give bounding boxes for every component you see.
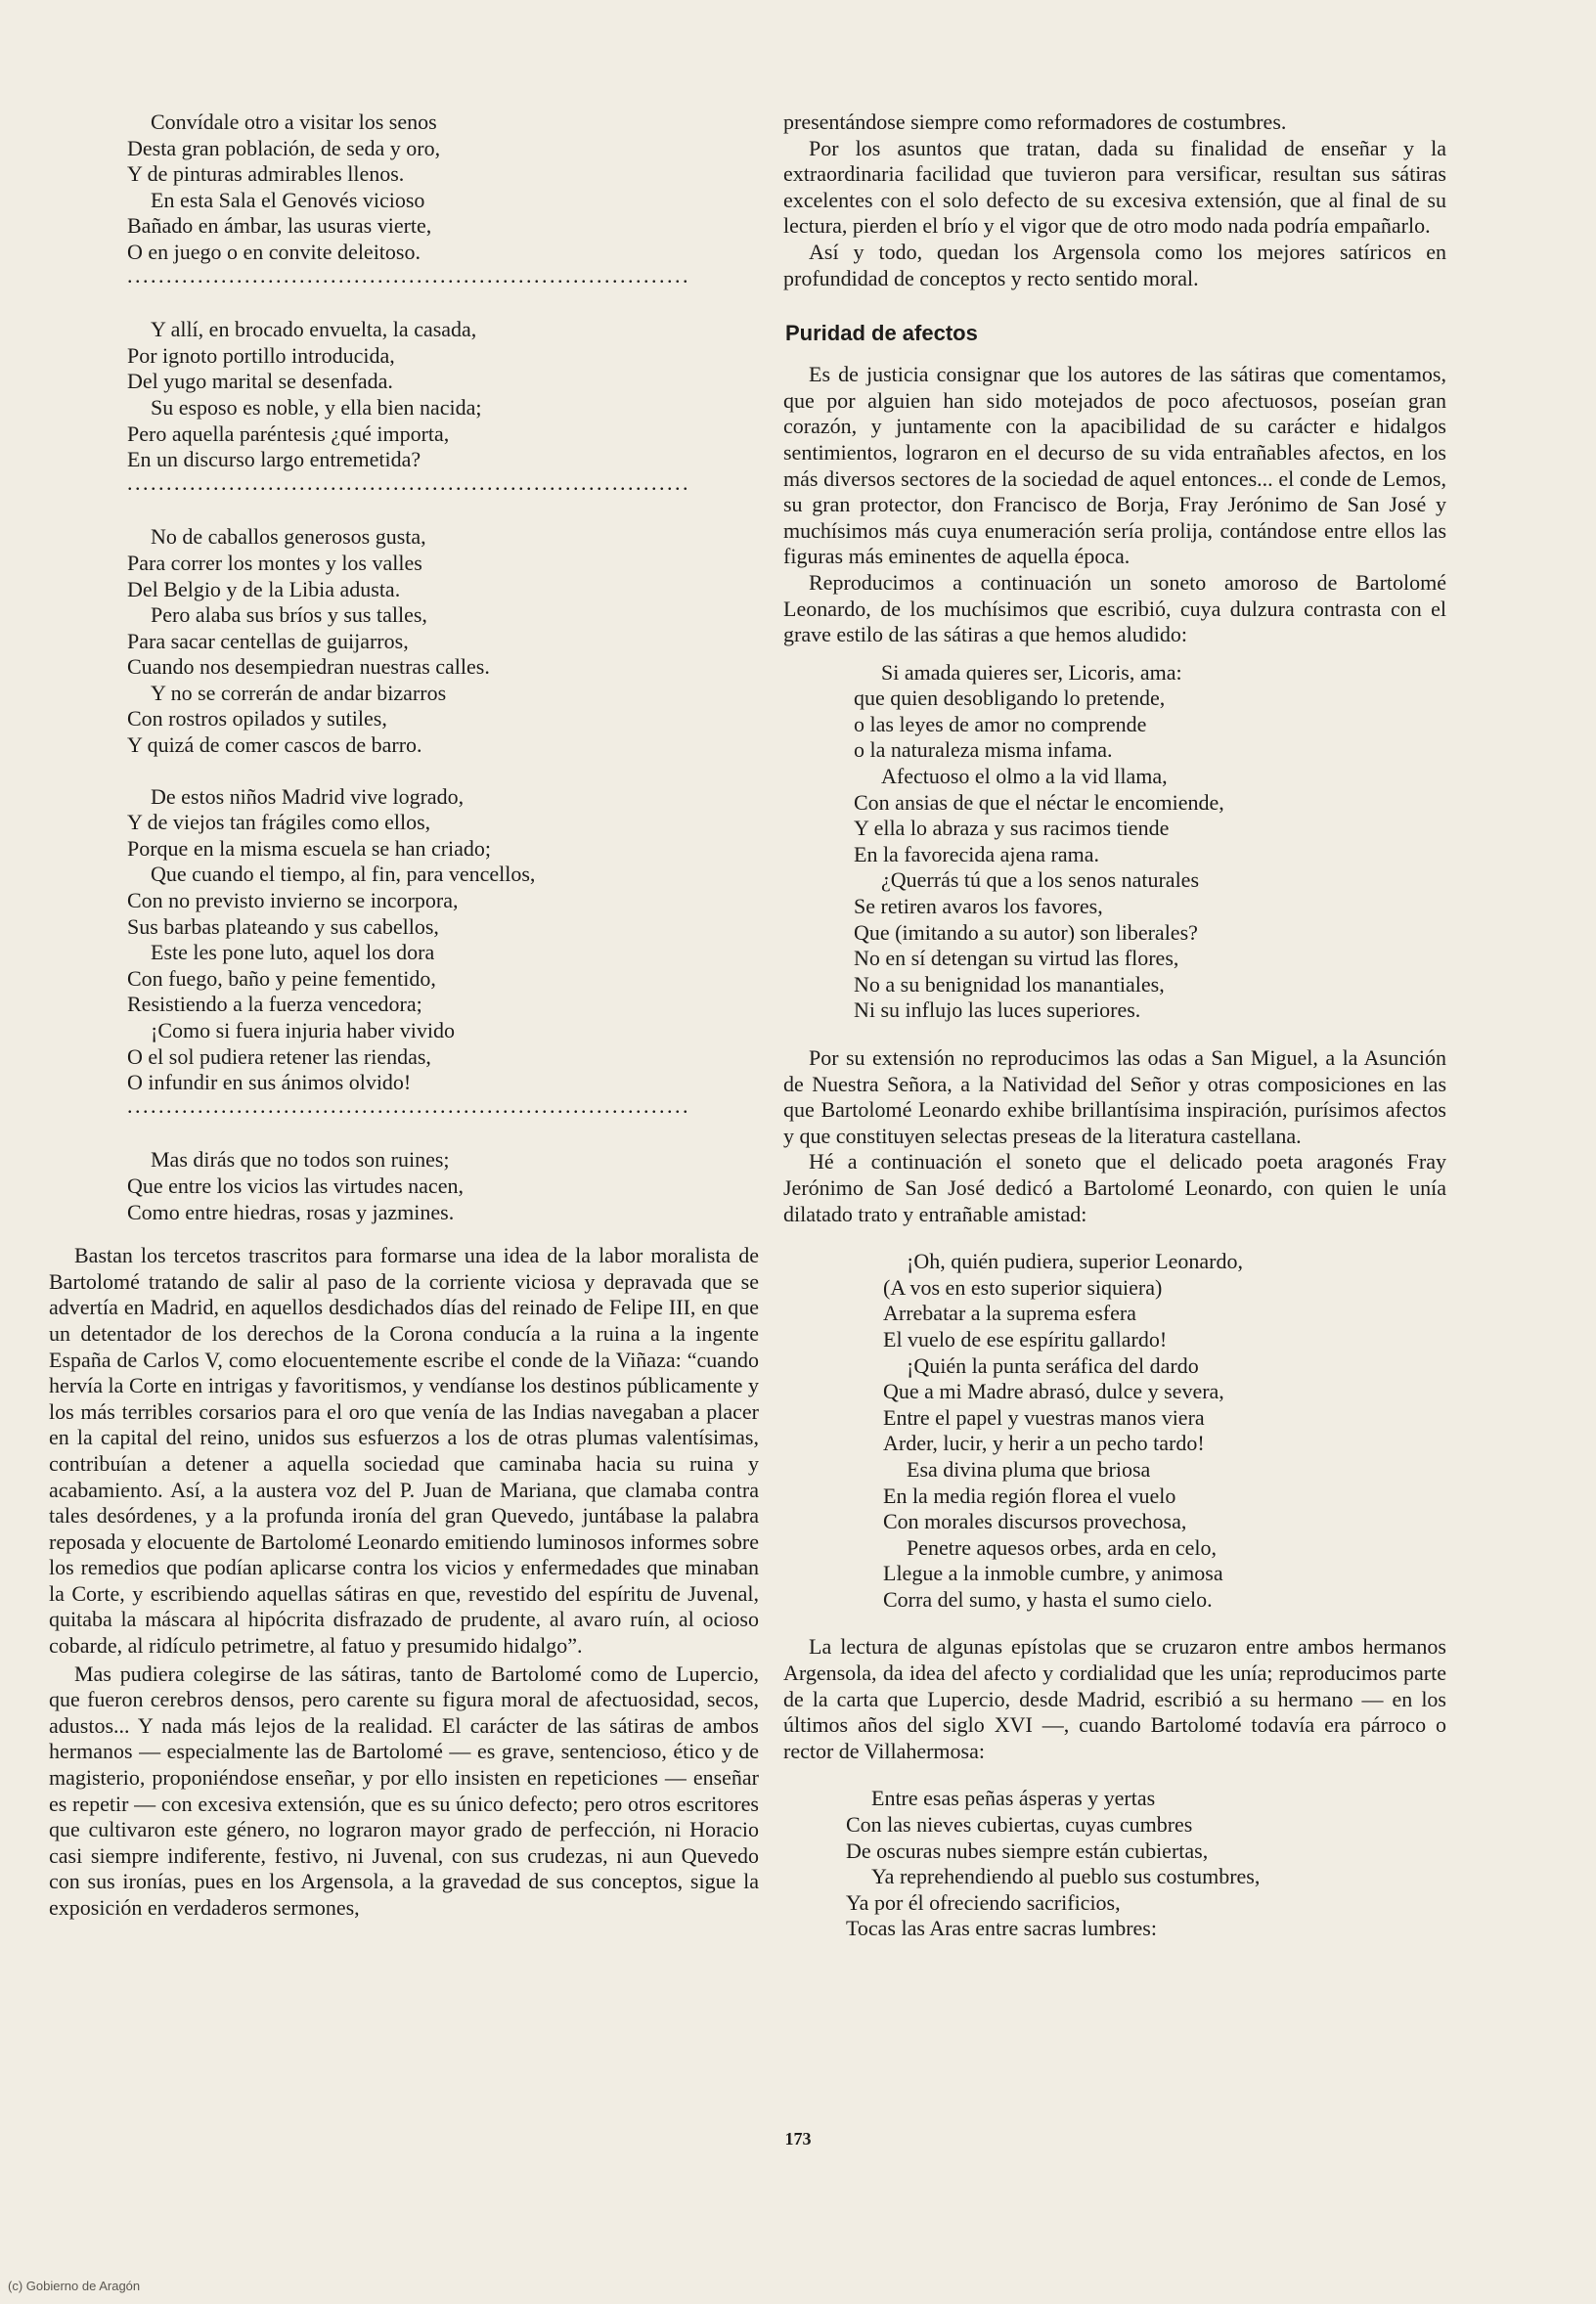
verse-line: (A vos en esto superior siquiera) bbox=[883, 1274, 1163, 1300]
verse-line: o las leyes de amor no comprende bbox=[854, 711, 1147, 736]
paragraph: Así y todo, quedan los Argensola como los mejores satíricos en profundidad de conceptos y recto sentido moral. bbox=[783, 239, 1446, 290]
verse-line: Ni su influjo las luces superiores. bbox=[854, 997, 1141, 1023]
verse-line: ¡Oh, quién pudiera, superior Leonardo, bbox=[907, 1249, 1243, 1274]
dotted-separator: ........................................................................ bbox=[127, 265, 690, 288]
verse-line: Penetre aquesos orbes, arda en celo, bbox=[907, 1534, 1218, 1560]
verse-line: Con no previsto invierno se incorpora, bbox=[127, 888, 459, 913]
verse-line: Que entre los vicios las virtudes nacen, bbox=[127, 1173, 464, 1198]
right-column bbox=[783, 110, 1446, 1942]
verse-line: En esta Sala el Genovés vicioso bbox=[151, 187, 425, 212]
verse-line: Y quizá de comer cascos de barro. bbox=[127, 732, 422, 758]
verse-line: Este les pone luto, aquel los dora bbox=[151, 940, 435, 965]
paragraph: presentándose siempre como reformadores de costumbres. bbox=[783, 110, 1287, 134]
verse-line: Entre esas peñas ásperas y yertas bbox=[871, 1786, 1156, 1811]
verse-line: Con rostros opilados y sutiles, bbox=[127, 706, 387, 731]
paragraph: Por los asuntos que tratan, dada su finalidad de enseñar y la extraordinaria facilidad que tuvieron para versificar, resultan sus sátiras excelentes con el solo defecto de su excesiva extensión, que al final de su lectura, pierden el brío y el vigor que de otro modo nada podría empañarlo. bbox=[783, 135, 1446, 239]
section-heading: Puridad de afectos bbox=[785, 321, 978, 346]
verse-line: que quien desobligando lo pretende, bbox=[854, 686, 1166, 711]
verse-line: Con las nieves cubiertas, cuyas cumbres bbox=[846, 1812, 1193, 1838]
paragraph: Bastan los tercetos trascritos para formarse una idea de la labor moralista de Bartolomé tratando de salir al paso de la corriente viciosa y depravada que se advertía en Madrid, en aquellos desdichados días del reinado de Felipe III, en que un detentador de los derechos de la Corona conducía a la ruina a la ingente España de Carlos V, como elocuentemente escribe el conde de la Viñaza: “cuando hervía la Corte en intrigas y favoritismos, y vendíanse los destinos públicamente y los más terribles corsarios para el oro que venía de las Indias navegaban a placer en la capital del reino, unidos sus esfuerzos a los de otras plumas valentísimas, contribuían a detener a aquella sociedad que caminaba hacia su ruina y acabamiento. Así, a la austera voz del P. Juan de Mariana, que clamaba contra tales desórdenes, y a la profunda ironía del gran Quevedo, juntábase la palabra reposada y elocuente de Bartolomé Leonardo emitiendo luminosos informes sobre los remedios que podían aplicarse contra los vicios y enfermedades que minaban la Corte, y escribiendo aquellas sátiras en que, revestido del espíritu de Juvenal, quitaba la máscara al hipócrita disfrazado de prudente, al avaro ruín, al ocioso cobarde, al ridículo petrimetre, al fatuo y presumido hidalgo”. bbox=[49, 1243, 759, 1659]
verse-line: Que a mi Madre abrasó, dulce y severa, bbox=[883, 1379, 1224, 1404]
dotted-separator: ........................................................................ bbox=[127, 1095, 690, 1118]
verse-line: Y allí, en brocado envuelta, la casada, bbox=[151, 317, 477, 342]
verse-line: Sus barbas plateando y sus cabellos, bbox=[127, 913, 439, 939]
verse-line: No a su benignidad los manantiales, bbox=[854, 971, 1165, 997]
verse-line: De oscuras nubes siempre están cubiertas, bbox=[846, 1838, 1209, 1863]
verse-line: Con morales discursos provechosa, bbox=[883, 1509, 1187, 1534]
verse-line: Convídale otro a visitar los senos bbox=[151, 110, 437, 134]
verse-line: o la naturaleza misma infama. bbox=[854, 737, 1113, 763]
verse-line: Y de viejos tan frágiles como ellos, bbox=[127, 810, 431, 835]
copyright-notice: (c) Gobierno de Aragón bbox=[8, 2279, 141, 2293]
verse-line: Como entre hiedras, rosas y jazmines. bbox=[127, 1199, 455, 1224]
paragraph: Mas pudiera colegirse de las sátiras, tanto de Bartolomé como de Lupercio, que fueron cerebros densos, pero carente su figura moral de afectuosidad, secos, adustos... Y nada más lejos de la realidad. El carácter de las sátiras de ambos hermanos — especialmente las de Bartolomé — es grave, sentencioso, ético y de magisterio, proponiéndose enseñar, y por ello insisten en repeticiones — enseñar es repetir — con excesiva extensión, que es su único defecto; pero otros escritores que cultivaron este género, no lograron mayor grado de perfección, ni Horacio casi siempre indiferente, festivo, ni Juvenal, con sus crudezas, ni aun Quevedo con sus ironías, pues en los Argensola, a la gravedad de sus conceptos, sigue la exposición en verdaderos sermones, bbox=[49, 1661, 759, 1920]
verse-line: Bañado en ámbar, las usuras vierte, bbox=[127, 213, 432, 239]
satire-poem bbox=[49, 110, 759, 1225]
poem-stanza bbox=[49, 110, 759, 266]
verse-line: ¡Como si fuera injuria haber vivido bbox=[151, 1018, 455, 1042]
verse-line: Pero alaba sus bríos y sus talles, bbox=[151, 602, 427, 628]
paragraph: Es de justicia consignar que los autores de las sátiras que comentamos, que por alguien han sido motejados de poco afectuosos, poseían gran corazón, y juntamente con la apacibilidad de su carácter e hidalgos sentimientos, lograron en el decurso de su vida entrañables afectos, en los más diversos sectores de la sociedad de aquel entonces... el conde de Lemos, su gran protector, don Francisco de Borja, Fray Jerónimo de San José y muchísimos más cuya enumeración sería prolija, contándose entre ellos las figuras más eminentes de aquella época. bbox=[783, 362, 1446, 569]
verse-line: Mas dirás que no todos son ruines; bbox=[151, 1147, 450, 1173]
verse-line: Arder, lucir, y herir a un pecho tardo! bbox=[883, 1431, 1205, 1456]
verse-line: Con fuego, baño y peine fementido, bbox=[127, 965, 436, 991]
verse-line: No de caballos generosos gusta, bbox=[151, 524, 426, 550]
verse-line: En un discurso largo entremetida? bbox=[127, 447, 421, 472]
verse-line: ¿Querrás tú que a los senos naturales bbox=[881, 867, 1200, 893]
verse-line: Del Belgio y de la Libia adusta. bbox=[127, 576, 401, 601]
verse-line: Y de pinturas admirables llenos. bbox=[127, 161, 405, 187]
verse-line: ¡Quién la punta seráfica del dardo bbox=[907, 1352, 1199, 1378]
verse-line: Pero aquella paréntesis ¿qué importa, bbox=[127, 421, 450, 446]
verse-line: Ya por él ofreciendo sacrificios, bbox=[846, 1889, 1121, 1915]
paragraph: Hé a continuación el soneto que el delicado poeta aragonés Fray Jerónimo de San José dedicó a Bartolomé Leonardo, con quien le unía dilatado trato y entrañable amistad: bbox=[783, 1149, 1446, 1226]
dotted-separator: ........................................................................ bbox=[127, 472, 690, 495]
verse-line: El vuelo de ese espíritu gallardo! bbox=[883, 1326, 1168, 1351]
verse-line: Porque en la misma escuela se han criado; bbox=[127, 835, 492, 861]
verse-line: Afectuoso el olmo a la vid llama, bbox=[881, 764, 1168, 789]
poem-stanza bbox=[49, 1147, 759, 1225]
verse-line: Que cuando el tiempo, al fin, para vencellos, bbox=[151, 862, 536, 887]
verse-line: Para correr los montes y los valles bbox=[127, 550, 422, 575]
verse-line: En la media región florea el vuelo bbox=[883, 1483, 1176, 1508]
sonnet-leonardo bbox=[783, 1249, 1446, 1613]
verse-line: O infundir en sus ánimos olvido! bbox=[127, 1070, 412, 1095]
verse-line: Y ella lo abraza y sus racimos tiende bbox=[854, 816, 1170, 841]
verse-line: Si amada quieres ser, Licoris, ama: bbox=[881, 659, 1182, 685]
paragraph: La lectura de algunas epístolas que se cruzaron entre ambos hermanos Argensola, da idea del afecto y cordialidad que les unía; reproducimos parte de la carta que Lupercio, desde Madrid, escribió a su hermano — en los últimos años del siglo XVI —, cuando Bartolomé todavía era párroco o rector de Villahermosa: bbox=[783, 1634, 1446, 1763]
verse-line: O el sol pudiera retener las riendas, bbox=[127, 1043, 431, 1069]
epistle-excerpt bbox=[783, 1786, 1446, 1942]
sonnet-licoris bbox=[783, 660, 1446, 1024]
verse-line: Del yugo marital se desenfada. bbox=[127, 369, 393, 394]
verse-line: Por ignoto portillo introducida, bbox=[127, 342, 395, 368]
verse-line: Resistiendo a la fuerza vencedora; bbox=[127, 992, 422, 1017]
verse-line: Y no se correrán de andar bizarros bbox=[151, 680, 447, 705]
paragraph: Reproducimos a continuación un soneto amoroso de Bartolomé Leonardo, de los muchísimos que escribió, cuya dulzura contrasta con el grave estilo de las sátiras a que hemos aludido: bbox=[783, 569, 1446, 647]
verse-line: Con ansias de que el néctar le encomiende, bbox=[854, 789, 1224, 815]
poem-stanza bbox=[49, 524, 759, 758]
verse-line: Su esposo es noble, y ella bien nacida; bbox=[151, 394, 482, 420]
verse-line: O en juego o en convite deleitoso. bbox=[127, 239, 421, 264]
verse-line: Tocas las Aras entre sacras lumbres: bbox=[846, 1916, 1157, 1941]
left-column bbox=[49, 110, 759, 1922]
verse-line: Arrebatar a la suprema esfera bbox=[883, 1301, 1136, 1326]
verse-line: Cuando nos desempiedran nuestras calles. bbox=[127, 654, 490, 680]
verse-line: Para sacar centellas de guijarros, bbox=[127, 628, 409, 653]
page-number: 173 bbox=[784, 2129, 812, 2149]
verse-line: No en sí detengan su virtud las flores, bbox=[854, 946, 1179, 971]
poem-stanza bbox=[49, 317, 759, 473]
verse-line: Se retiren avaros los favores, bbox=[854, 894, 1103, 919]
verse-line: Ya reprehendiendo al pueblo sus costumbres, bbox=[871, 1864, 1261, 1889]
verse-line: Corra del sumo, y hasta el sumo cielo. bbox=[883, 1586, 1213, 1612]
verse-line: Desta gran población, de seda y oro, bbox=[127, 135, 441, 160]
verse-line: De estos niños Madrid vive logrado, bbox=[151, 783, 465, 809]
paragraph: Por su extensión no reproducimos las odas a San Miguel, a la Asunción de Nuestra Señora, a la Natividad del Señor y otras composiciones en las que Bartolomé Leonardo exhibe brillantísima inspiración, purísimos afectos y que constituyen selectas preseas de la literatura castellana. bbox=[783, 1045, 1446, 1148]
verse-line: Llegue a la inmoble cumbre, y animosa bbox=[883, 1561, 1223, 1586]
verse-line: Que (imitando a su autor) son liberales? bbox=[854, 919, 1198, 945]
verse-line: Esa divina pluma que briosa bbox=[907, 1456, 1151, 1482]
verse-line: En la favorecida ajena rama. bbox=[854, 841, 1100, 866]
verse-line: Entre el papel y vuestras manos viera bbox=[883, 1404, 1205, 1430]
poem-stanza bbox=[49, 784, 759, 1096]
